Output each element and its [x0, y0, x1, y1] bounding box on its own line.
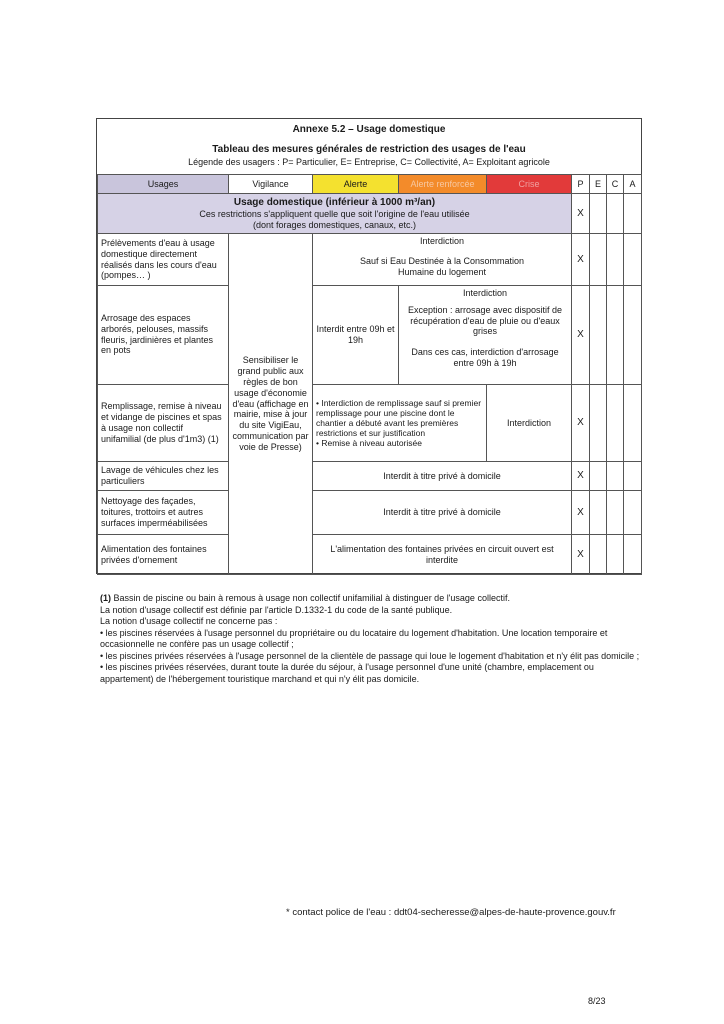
- header-alerte-renforcee: Alerte renforcée: [399, 175, 487, 194]
- annex-frame: [96, 118, 642, 574]
- header-alerte: Alerte: [313, 175, 399, 194]
- domestic-band: [98, 194, 572, 234]
- header-vigilance: Vigilance: [229, 175, 313, 194]
- piscines-alerte: [313, 385, 487, 462]
- arrosage-c: [607, 286, 624, 385]
- arrosage-a: [624, 286, 642, 385]
- table-row: [98, 462, 642, 491]
- header-usages: Usages: [98, 175, 229, 194]
- measure-prelevements-title: Interdiction: [419, 236, 465, 246]
- piscines-p: X: [572, 385, 590, 462]
- header-e: E: [590, 175, 607, 194]
- arrosage-renforcee-title: Interdiction: [462, 288, 508, 298]
- fontaines-c: [607, 535, 624, 575]
- legend: Légende des usagers : P= Particulier, E= Entreprise, C= Collectivité, A= Exploitant agricole: [188, 157, 550, 167]
- vigilance-text: Sensibiliser le grand public aux règles de bon usage d'économie d'eau (affichage en mairie, mise à jour du site VigiEau, communication par voie de Presse): [229, 234, 313, 575]
- piscines-c: [607, 385, 624, 462]
- arrosage-renforcee: [399, 286, 572, 385]
- usage-fontaines: Alimentation des fontaines privées d'ornement: [98, 535, 229, 575]
- fontaines-p: X: [572, 535, 590, 575]
- page-number: 8/23: [588, 996, 606, 1006]
- prelevements-a: [624, 234, 642, 286]
- footnote-bullet1: • les piscines réservées à l'usage personnel du propriétaire ou du locataire du logement d'habitation. Une location temporaire et occasionnelle ne confère pas un usage collectif ;: [100, 627, 608, 649]
- prelevements-c: [607, 234, 624, 286]
- measure-prelevements-detail: Sauf si Eau Destinée à la Consommation Humaine du logement: [359, 255, 525, 277]
- domestic-line1: Ces restrictions s'appliquent quelle que soit l'origine de l'eau utilisée: [199, 208, 470, 219]
- prelevements-p: X: [572, 234, 590, 286]
- usage-piscines: Remplissage, remise à niveau et vidange de piscines et spas à usage non collectif unifamilial (de plus d'1m3) (1): [98, 385, 229, 462]
- piscines-item1: • Interdiction de remplissage sauf si premier remplissage pour une piscine dont le chantier a débuté avant les premières restrictions et sur justification: [316, 397, 482, 439]
- piscines-crise: Interdiction: [487, 385, 572, 462]
- domestic-row: [98, 194, 642, 234]
- header-crise: Crise: [487, 175, 572, 194]
- footnote-bullet2: • les piscines privées réservées à l'usage personnel de la clientèle de passage qui loue le logement d'habitation et n'y élit pas domicile ;: [100, 650, 640, 661]
- nettoyage-c: [607, 491, 624, 535]
- footnote-line1: Bassin de piscine ou bain à remous à usage non collectif unifamilial à distinguer de l'usage collectif.: [111, 593, 510, 603]
- table-row: [98, 286, 642, 385]
- measure-prelevements: [313, 234, 572, 286]
- header-a: A: [624, 175, 642, 194]
- lavage-measure: Interdit à titre privé à domicile: [313, 462, 572, 491]
- piscines-a: [624, 385, 642, 462]
- table-row: [98, 535, 642, 575]
- footnote-bullet3: • les piscines privées réservées, durant toute la durée du séjour, à l'usage personnel d'une unité (chambre, emplacement ou appartement) de l'hébergement touristique marchand et qui n'y élit pas domicile.: [100, 662, 594, 684]
- arrosage-e: [590, 286, 607, 385]
- header-row: [98, 175, 642, 194]
- domestic-a: [624, 194, 642, 234]
- usage-lavage: Lavage de véhicules chez les particuliers: [98, 462, 229, 491]
- usage-nettoyage: Nettoyage des façades, toitures, trottoirs et autres surfaces imperméabilisées: [98, 491, 229, 535]
- arrosage-p: X: [572, 286, 590, 385]
- table-row: [98, 234, 642, 286]
- domestic-p: X: [572, 194, 590, 234]
- lavage-p: X: [572, 462, 590, 491]
- domestic-e: [590, 194, 607, 234]
- prelevements-e: [590, 234, 607, 286]
- header-p: P: [572, 175, 590, 194]
- nettoyage-a: [624, 491, 642, 535]
- fontaines-measure: L'alimentation des fontaines privées en circuit ouvert est interdite: [313, 535, 572, 575]
- fontaines-a: [624, 535, 642, 575]
- lavage-a: [624, 462, 642, 491]
- footnote-line2: La notion d'usage collectif est définie par l'article D.1332-1 du code de la santé publique.: [100, 604, 453, 615]
- domestic-line2: (dont forages domestiques, canaux, etc.): [252, 219, 417, 230]
- nettoyage-measure: Interdit à titre privé à domicile: [313, 491, 572, 535]
- contact-line: * contact police de l'eau : ddt04-secheresse@alpes-de-haute-provence.gouv.fr: [286, 907, 616, 918]
- usage-prelevements: Prélèvements d'eau à usage domestique directement réalisés dans les cours d'eau (pompes… ): [98, 234, 229, 286]
- domestic-c: [607, 194, 624, 234]
- table-row: [98, 385, 642, 462]
- footnote-marker: (1): [100, 593, 111, 603]
- piscines-item2: • Remise à niveau autorisée: [316, 438, 422, 449]
- table-row: [98, 491, 642, 535]
- annex-title: Annexe 5.2 – Usage domestique: [292, 124, 446, 135]
- nettoyage-p: X: [572, 491, 590, 535]
- arrosage-exception: Exception : arrosage avec dispositif de récupération d'eau de pluie ou d'eaux grises: [407, 304, 563, 337]
- piscines-e: [590, 385, 607, 462]
- fontaines-e: [590, 535, 607, 575]
- header-c: C: [607, 175, 624, 194]
- restriction-table: [97, 174, 642, 575]
- lavage-e: [590, 462, 607, 491]
- arrosage-note: Dans ces cas, interdiction d'arrosage entre 09h à 19h: [411, 347, 559, 368]
- arrosage-alerte: Interdit entre 09h et 19h: [313, 286, 399, 385]
- footnote-line3: La notion d'usage collectif ne concerne pas :: [100, 616, 278, 626]
- table-title: Tableau des mesures générales de restriction des usages de l'eau: [212, 144, 526, 155]
- domestic-title: Usage domestique (inférieur à 1000 m³/an): [233, 196, 436, 208]
- nettoyage-e: [590, 491, 607, 535]
- usage-arrosage: Arrosage des espaces arborés, pelouses, massifs fleuris, jardinières et plantes en pots: [98, 286, 229, 385]
- lavage-c: [607, 462, 624, 491]
- footnote: [100, 593, 640, 685]
